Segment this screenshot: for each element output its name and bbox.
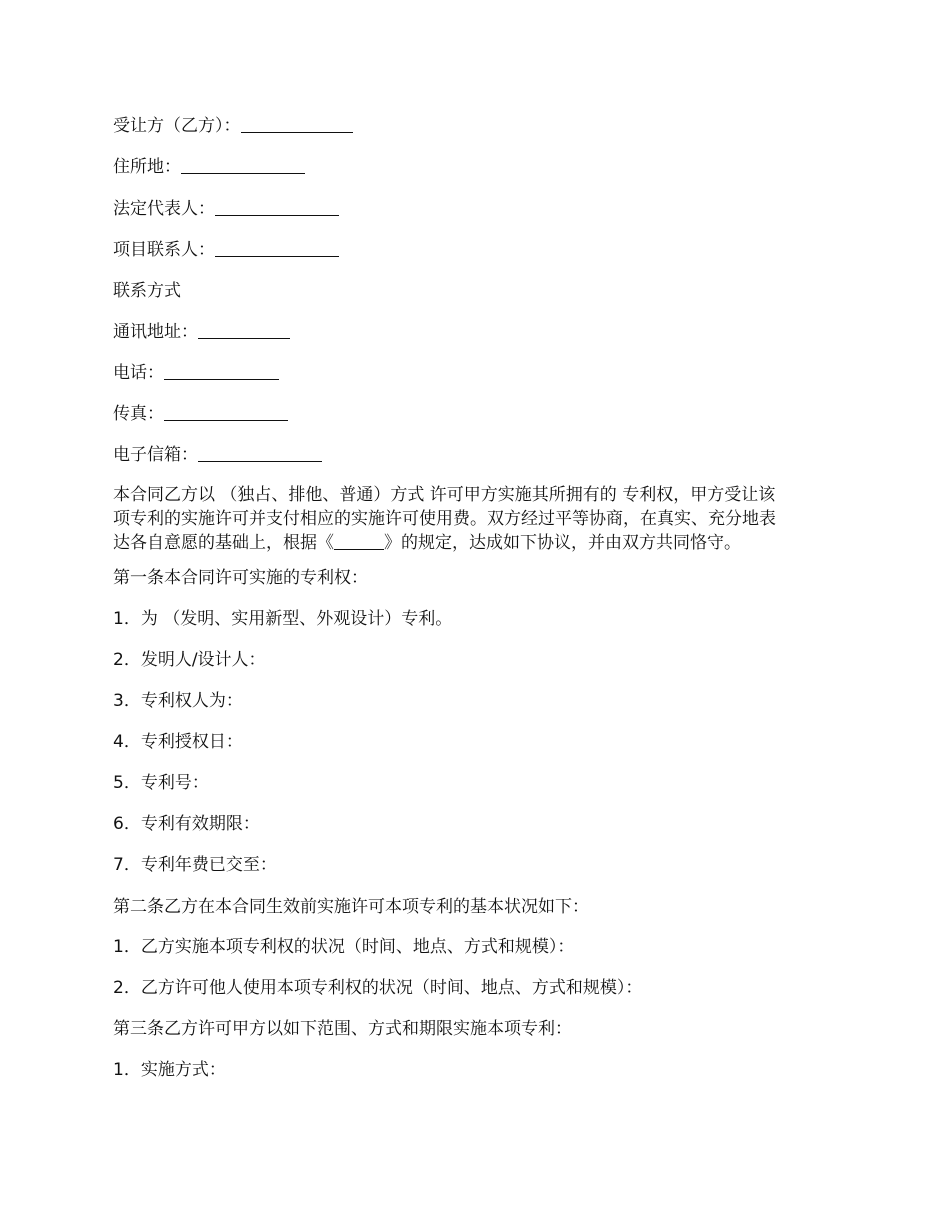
article-3-item-1: 1．实施方式： xyxy=(113,1060,226,1080)
article-1-item-3: 3．专利权人为： xyxy=(113,691,243,711)
legal-rep-label: 法定代表人： xyxy=(113,199,215,219)
article-1-item-4: 4．专利授权日： xyxy=(113,732,243,752)
article-1-item-6: 6．专利有效期限： xyxy=(113,814,260,834)
intro-paragraph xyxy=(113,483,843,555)
party-b-blank xyxy=(241,115,353,133)
article-1-title: 第一条本合同许可实施的专利权： xyxy=(113,568,368,588)
project-contact-line xyxy=(113,239,339,261)
email-blank xyxy=(198,444,322,462)
fax-blank xyxy=(164,403,288,421)
intro-line-3 xyxy=(113,531,843,555)
intro-line-3-before: 达各自意愿的基础上，根据《 xyxy=(113,533,334,553)
mail-address-blank xyxy=(198,321,290,339)
intro-line-1: 本合同乙方以 （独占、排他、普通）方式 许可甲方实施其所拥有的 专利权，甲方受让该 xyxy=(113,485,776,505)
legal-rep-blank xyxy=(215,198,339,216)
legal-rep-line xyxy=(113,198,339,220)
article-1-item-5: 5．专利号： xyxy=(113,773,209,793)
intro-line-2: 项专利的实施许可并支付相应的实施许可使用费。双方经过平等协商，在真实、充分地表 xyxy=(113,509,776,529)
phone-label: 电话： xyxy=(113,363,164,383)
article-2-item-1: 1．乙方实施本项专利权的状况（时间、地点、方式和规模）： xyxy=(113,937,575,957)
article-2-item-2: 2．乙方许可他人使用本项专利权的状况（时间、地点、方式和规模）： xyxy=(113,978,643,998)
project-contact-label: 项目联系人： xyxy=(113,240,215,260)
address-blank xyxy=(181,156,305,174)
fax-line xyxy=(113,403,288,425)
article-1-item-2: 2．发明人/设计人： xyxy=(113,650,266,670)
email-label: 电子信箱： xyxy=(113,445,198,465)
fax-label: 传真： xyxy=(113,404,164,424)
article-1-item-1: 1．为 （发明、实用新型、外观设计）专利。 xyxy=(113,609,453,629)
law-name-blank xyxy=(334,532,384,550)
address-line xyxy=(113,156,305,178)
mail-address-line xyxy=(113,321,290,343)
mail-address-label: 通讯地址： xyxy=(113,322,198,342)
article-2-title: 第二条乙方在本合同生效前实施许可本项专利的基本状况如下： xyxy=(113,897,589,917)
party-b-line xyxy=(113,115,353,137)
phone-blank xyxy=(164,362,279,380)
article-3-title: 第三条乙方许可甲方以如下范围、方式和期限实施本项专利： xyxy=(113,1019,572,1039)
email-line xyxy=(113,444,322,466)
project-contact-blank xyxy=(215,239,339,257)
party-b-label: 受让方（乙方）： xyxy=(113,116,241,136)
intro-line-3-after: 》的规定，达成如下协议，并由双方共同恪守。 xyxy=(384,533,741,553)
article-1-item-7: 7．专利年费已交至： xyxy=(113,855,277,875)
phone-line xyxy=(113,362,279,384)
contact-heading: 联系方式 xyxy=(113,281,181,301)
address-label: 住所地： xyxy=(113,157,181,177)
